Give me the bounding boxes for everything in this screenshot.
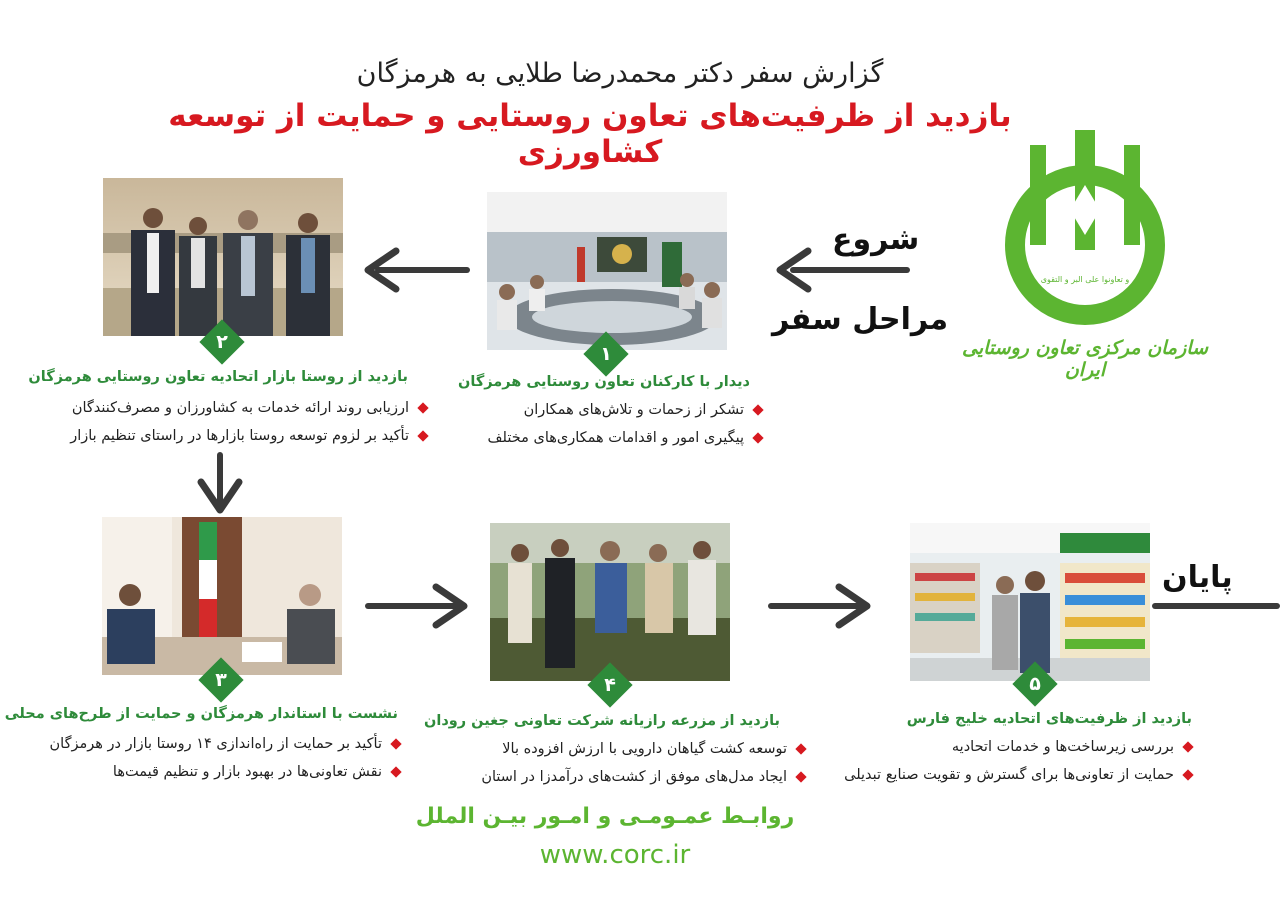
footer-website[interactable]: www.corc.ir bbox=[539, 840, 691, 870]
bullet-diamond-icon bbox=[390, 738, 401, 749]
step4-badge: ۴ bbox=[587, 662, 632, 707]
step1-badge: ۱ bbox=[583, 331, 628, 376]
step1-title: دیدار با کارکنان تعاون روستایی هرمزگان bbox=[458, 374, 750, 390]
bullet-diamond-icon bbox=[390, 766, 401, 777]
bullet-diamond-icon bbox=[795, 743, 806, 754]
report-title: بازدید از ظرفیت‌های تعاون روستایی و حمایت از توسعه کشاورزی bbox=[168, 98, 1012, 170]
stages-label: مراحل سفر bbox=[772, 302, 949, 337]
step4-photo bbox=[490, 523, 730, 681]
step4-bullets bbox=[481, 735, 805, 791]
step2-title: بازدید از روستا بازار اتحادیه تعاون روستایی هرمزگان bbox=[28, 369, 408, 385]
list-item: ایجاد مدل‌های موفق از کشت‌های درآمدزا در استان bbox=[481, 763, 805, 791]
list-item: تأکید بر لزوم توسعه روستا بازارها در راستای تنظیم بازار bbox=[70, 422, 427, 450]
end-label: پایان bbox=[1162, 560, 1233, 595]
footer-department: روابـط عمـومـی و امـور بیـن الملل bbox=[415, 804, 795, 829]
step1-photo bbox=[487, 192, 727, 350]
list-item: توسعه کشت گیاهان دارویی با ارزش افزوده بالا bbox=[481, 735, 805, 763]
bullet-diamond-icon bbox=[1182, 741, 1193, 752]
end-line bbox=[1152, 603, 1280, 609]
bullet-diamond-icon bbox=[417, 430, 428, 441]
flow-arrowhead-left-icon bbox=[360, 247, 400, 293]
logo-org-name: سازمان مرکزی تعاون روستایی ایران bbox=[962, 337, 1208, 381]
list-item: نقش تعاونی‌ها در بهبود بازار و تنظیم قیمت‌ها bbox=[50, 758, 400, 786]
step2-bullets bbox=[70, 394, 427, 450]
start-arrowhead-icon bbox=[772, 247, 812, 293]
step2-badge: ۲ bbox=[199, 319, 244, 364]
step3-bullets bbox=[50, 730, 400, 786]
list-item: ارزیابی روند ارائه خدمات به کشاورزان و مصرف‌کنندگان bbox=[70, 394, 427, 422]
step3-title: نشست با استاندار هرمزگان و حمایت از طرح‌های محلی bbox=[4, 706, 398, 722]
list-item: بررسی زیرساخت‌ها و خدمات اتحادیه bbox=[844, 733, 1192, 761]
bullet-diamond-icon bbox=[752, 404, 763, 415]
bullet-diamond-icon bbox=[1182, 769, 1193, 780]
bullet-diamond-icon bbox=[795, 771, 806, 782]
bullet-diamond-icon bbox=[417, 402, 428, 413]
step3-badge: ۳ bbox=[198, 657, 243, 702]
step5-title: بازدید از ظرفیت‌های اتحادیه خلیج فارس bbox=[906, 711, 1192, 727]
report-subtitle: گزارش سفر دکتر محمدرضا طلایی به هرمزگان bbox=[356, 58, 884, 89]
list-item: تشکر از زحمات و تلاش‌های همکاران bbox=[488, 396, 762, 424]
step3-photo bbox=[102, 517, 342, 675]
step5-badge: ۵ bbox=[1012, 661, 1057, 706]
flow-arrowhead-down-icon bbox=[197, 478, 243, 516]
organization-logo bbox=[960, 125, 1210, 385]
list-item: حمایت از تعاونی‌ها برای گسترش و تقویت صنایع تبدیلی bbox=[844, 761, 1192, 789]
step1-bullets bbox=[488, 396, 762, 452]
list-item: پیگیری امور و اقدامات همکاری‌های مختلف bbox=[488, 424, 762, 452]
start-label: شروع bbox=[832, 222, 920, 257]
bullet-diamond-icon bbox=[752, 432, 763, 443]
logo-motto: و تعاونوا علی البر و التقوی bbox=[1040, 275, 1130, 284]
list-item: تأکید بر حمایت از راه‌اندازی ۱۴ روستا بازار در هرمزگان bbox=[50, 730, 400, 758]
step4-title: بازدید از مزرعه رازیانه شرکت تعاونی جغین رودان bbox=[423, 713, 780, 729]
step2-photo bbox=[103, 178, 343, 336]
step5-photo bbox=[910, 523, 1150, 681]
flow-arrowhead-right-icon bbox=[432, 583, 472, 629]
step5-bullets bbox=[844, 733, 1192, 789]
flow-arrowhead-right-icon bbox=[835, 583, 875, 629]
